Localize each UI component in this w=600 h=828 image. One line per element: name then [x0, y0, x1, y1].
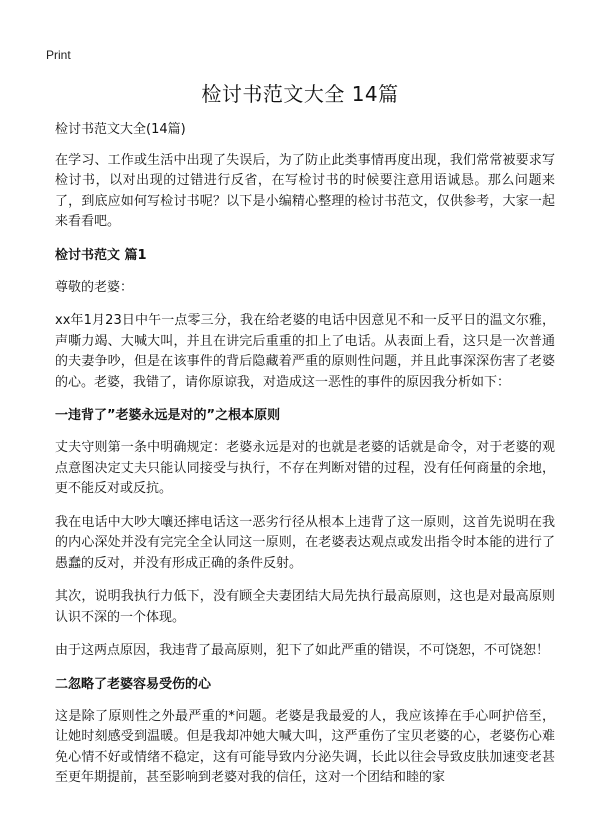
point-heading: 二忽略了老婆容易受伤的心: [55, 676, 212, 692]
document-body: [55, 120, 555, 802]
paragraph: xx年1月23日中午一点零三分，我在给老婆的电话中因意见不和一反平日的温文尔雅，声嘶力竭、大喊大叫，并且在讲完后重重的扣上了电话。从表面上看，这只是一次普通的夫妻争吵，但是在该事件的背后隐藏着严重的原则性问题，并且此事深深伤害了老婆的心。老婆，我错了，请你原谅我，对造成这一恶性的事件的原因我分析如下：: [55, 313, 555, 390]
greeting: 尊敬的老婆：: [55, 279, 134, 295]
print-link[interactable]: Print: [46, 48, 71, 62]
paragraph: 丈夫守则第一条中明确规定：老婆永远是对的也就是老婆的话就是命令，对于老婆的观点意图决定丈夫只能认同接受与执行，不存在判断对错的过程，没有任何商量的余地，更不能反对或反抗。: [55, 440, 555, 496]
paragraph: 其次，说明我执行力低下，没有顾全夫妻团结大局先执行最高原则，这也是对最高原则认识不深的一个体现。: [55, 589, 555, 625]
section-heading: 检讨书范文 篇1: [55, 247, 147, 263]
paragraph: 这是除了原则性之外最严重的*问题。老婆是我最爱的人，我应该捧在手心呵护倍至，让她时刻感受到温暖。但是我却冲她大喊大叫，这严重伤了宝贝老婆的心，老婆伤心难免心情不好或情绪不稳定，这有可能导致内分泌失调，长此以往会导致皮肤加速变老甚至更年期提前，甚至影响到老婆对我的信任，这对一个团结和睦的家: [55, 708, 555, 785]
document-subtitle: 检讨书范文大全(14篇): [55, 122, 186, 137]
intro-paragraph: 在学习、工作或生活中出现了失误后，为了防止此类事情再度出现，我们常常被要求写检讨书，以对出现的过错进行反省，在写检讨书的时候要注意用语诚恳。那么问题来了，到底应如何写检讨书呢？以下是小编精心整理的检讨书范文，仅供参考，大家一起来看看吧。: [55, 152, 555, 229]
paragraph: 我在电话中大吵大嚷还摔电话这一恶劣行径从根本上违背了这一原则，这首先说明在我的内心深处并没有完完全全认同这一原则，在老婆表达观点或发出指令时本能的进行了愚蠢的反对，并没有形成正确的条件反射。: [55, 514, 555, 571]
paragraph: 由于这两点原因，我违背了最高原则，犯下了如此严重的错误，不可饶恕，不可饶恕！: [55, 643, 550, 658]
point-heading: 一违背了”老婆永远是对的”之根本原则: [55, 408, 281, 423]
document-title: 检讨书范文大全 14篇: [201, 82, 399, 106]
